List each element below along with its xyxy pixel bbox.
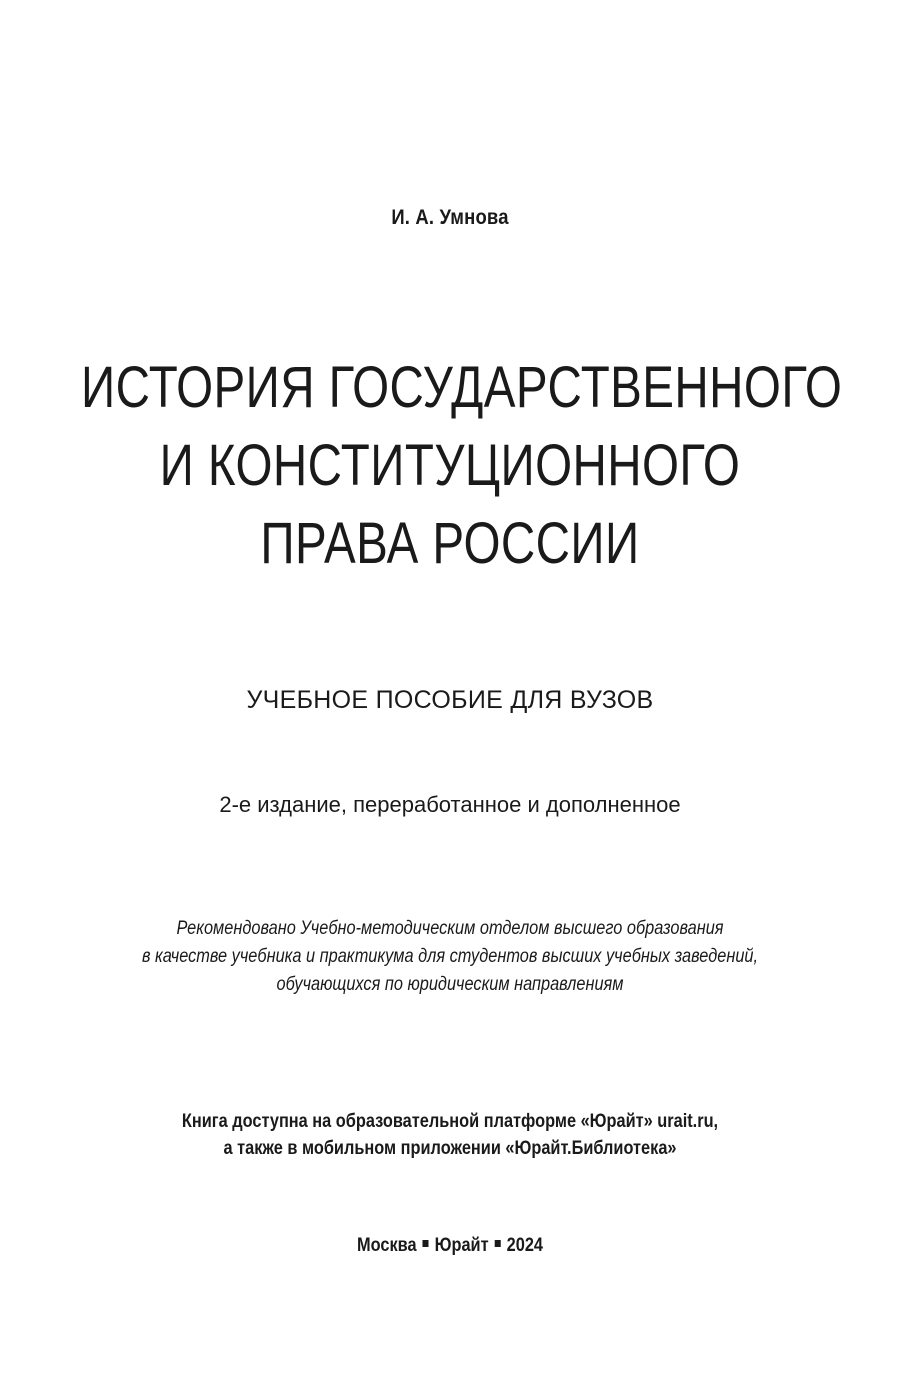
recommendation-line-2: в качестве учебника и практикума для студентов высших учебных заведений, xyxy=(141,946,759,967)
imprint-publisher: Юрайт xyxy=(434,1235,489,1256)
imprint-city: Москва xyxy=(356,1235,417,1256)
imprint xyxy=(63,1235,837,1257)
availability-line-1: Книга доступна на образовательной платформе «Юрайт» urait.ru, xyxy=(181,1111,719,1132)
book-subtitle: УЧЕБНОЕ ПОСОБИЕ ДЛЯ ВУЗОВ xyxy=(246,686,654,714)
recommendation-line-3: обучающихся по юридическим направлениям xyxy=(276,974,624,995)
imprint-year: 2024 xyxy=(506,1235,544,1256)
edition-note: 2-е издание, переработанное и дополненное xyxy=(219,792,681,817)
book-title-line-2: И КОНСТИТУЦИОННОГО xyxy=(159,433,741,498)
square-separator-icon xyxy=(423,1240,429,1247)
recommendation-line-1: Рекомендовано Учебно-методическим отделом высшего образования xyxy=(176,918,724,939)
book-title-line-1: ИСТОРИЯ ГОСУДАРСТВЕННОГО xyxy=(81,355,843,420)
book-title-line-3: ПРАВА РОССИИ xyxy=(260,511,640,576)
square-separator-icon xyxy=(495,1240,501,1247)
availability-line-2: а также в мобильном приложении «Юрайт.Библиотека» xyxy=(223,1138,677,1159)
author-name: И. А. Умнова xyxy=(391,206,509,229)
